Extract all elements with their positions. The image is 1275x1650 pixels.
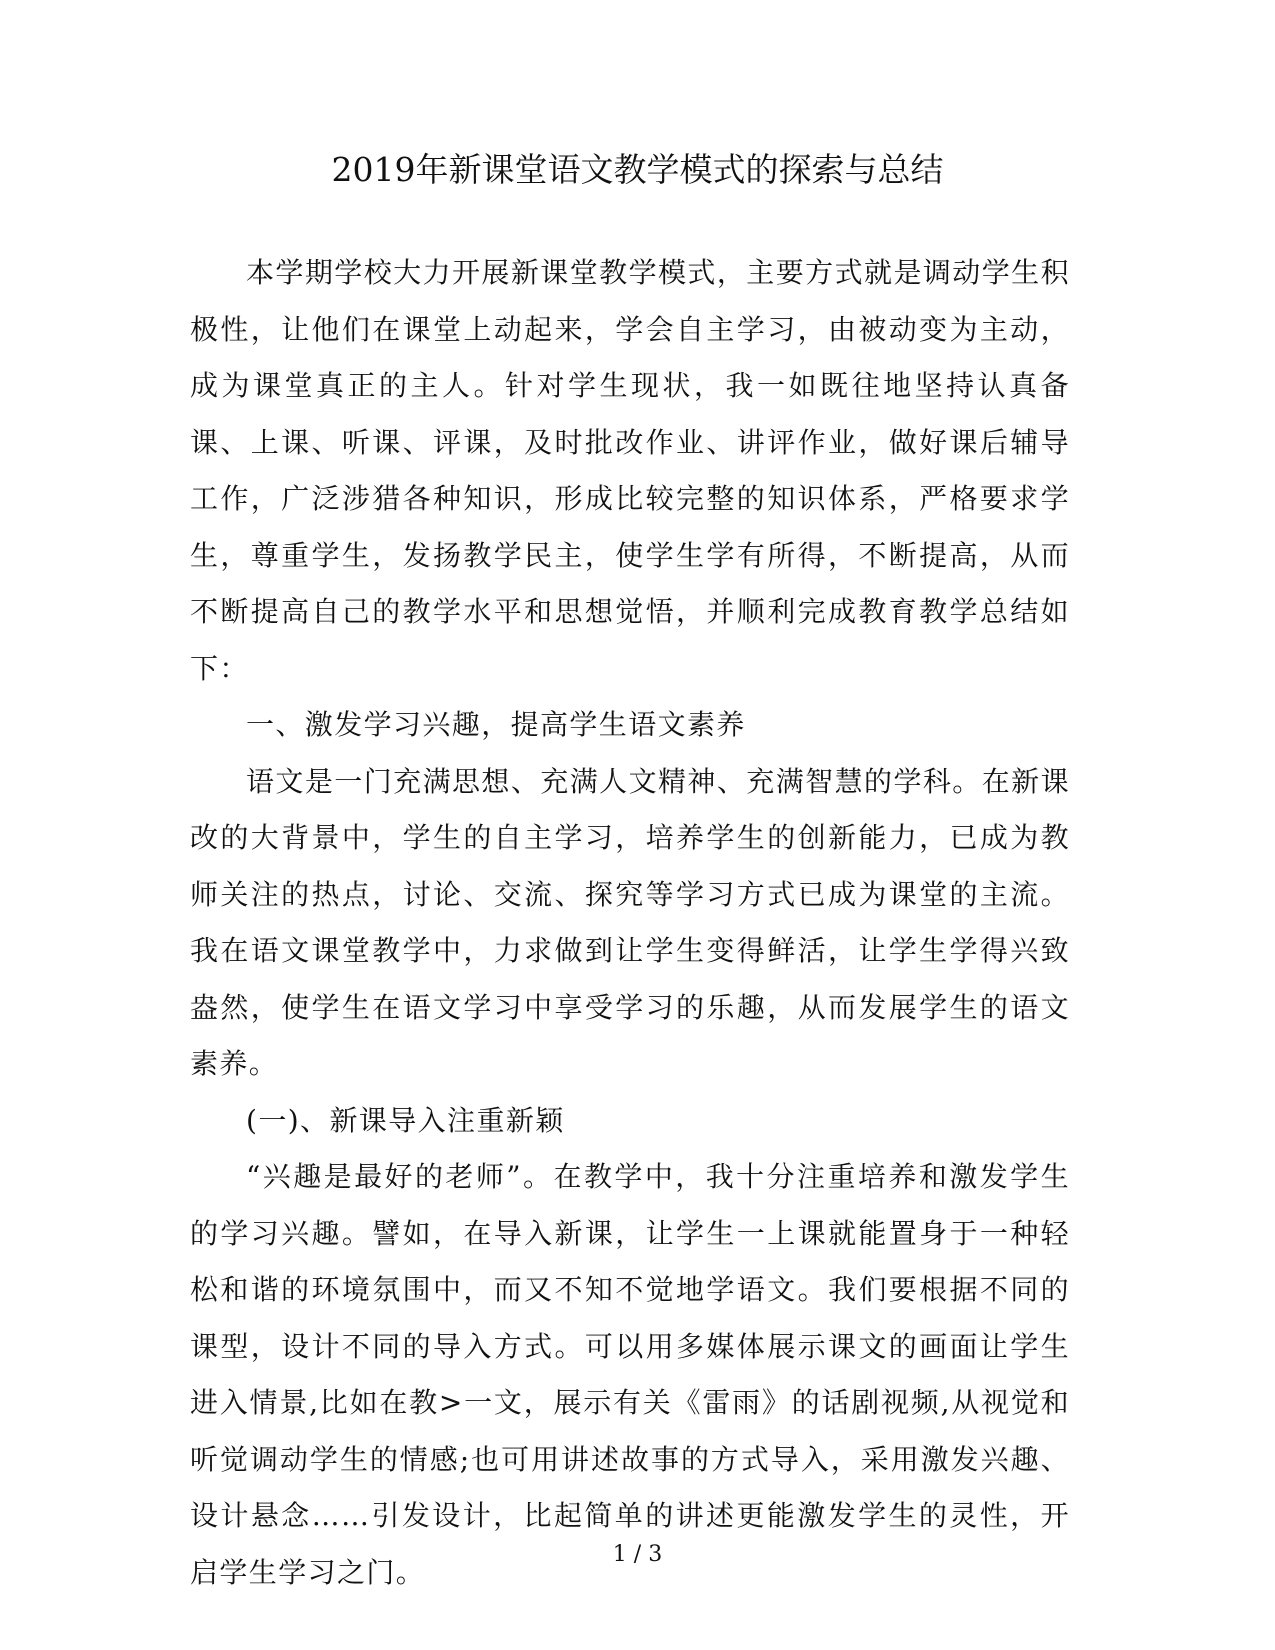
- document-body: [190, 245, 1070, 1601]
- page-number: 1 / 3: [612, 1542, 663, 1567]
- intro-paragraph: 本学期学校大力开展新课堂教学模式，主要方式就是调动学生积极性，让他们在课堂上动起来，学会自主学习，由被动变为主动，成为课堂真正的主人。针对学生现状，我一如既往地坚持认真备课、上课、听课、评课，及时批改作业、讲评作业，做好课后辅导工作，广泛涉猎各种知识，形成比较完整的知识体系，严格要求学生，尊重学生，发扬教学民主，使学生学有所得，不断提高，从而不断提高自己的教学水平和思想觉悟，并顺利完成教育教学总结如下：: [190, 256, 1070, 685]
- section-paragraph-1: 语文是一门充满思想、充满人文精神、充满智慧的学科。在新课改的大背景中，学生的自主学习，培养学生的创新能力，已成为教师关注的热点，讨论、交流、探究等学习方式已成为课堂的主流。我在语文课堂教学中，力求做到让学生变得鲜活，让学生学得兴致盎然，使学生在语文学习中享受学习的乐趣，从而发展学生的语文素养。: [190, 764, 1070, 1080]
- subsection-paragraph-1: “兴趣是最好的老师”。在教学中，我十分注重培养和激发学生的学习兴趣。譬如，在导入新课，让学生一上课就能置身于一种轻松和谐的环境氛围中，而又不知不觉地学语文。我们要根据不同的课型，设计不同的导入方式。可以用多媒体展示课文的画面让学生进入情景,比如在教>一文，展示有关《雷雨》的话剧视频,从视觉和听觉调动学生的情感;也可用讲述故事的方式导入，采用激发兴趣、设计悬念……引发设计，比起简单的讲述更能激发学生的灵性，开启学生学习之门。: [190, 1160, 1070, 1589]
- subsection-heading-1: (一)、新课导入注重新颖: [246, 1103, 565, 1137]
- section-heading-1: 一、激发学习兴趣，提高学生语文素养: [246, 708, 746, 741]
- document-title: 2019年新课堂语文教学模式的探索与总结: [331, 150, 944, 189]
